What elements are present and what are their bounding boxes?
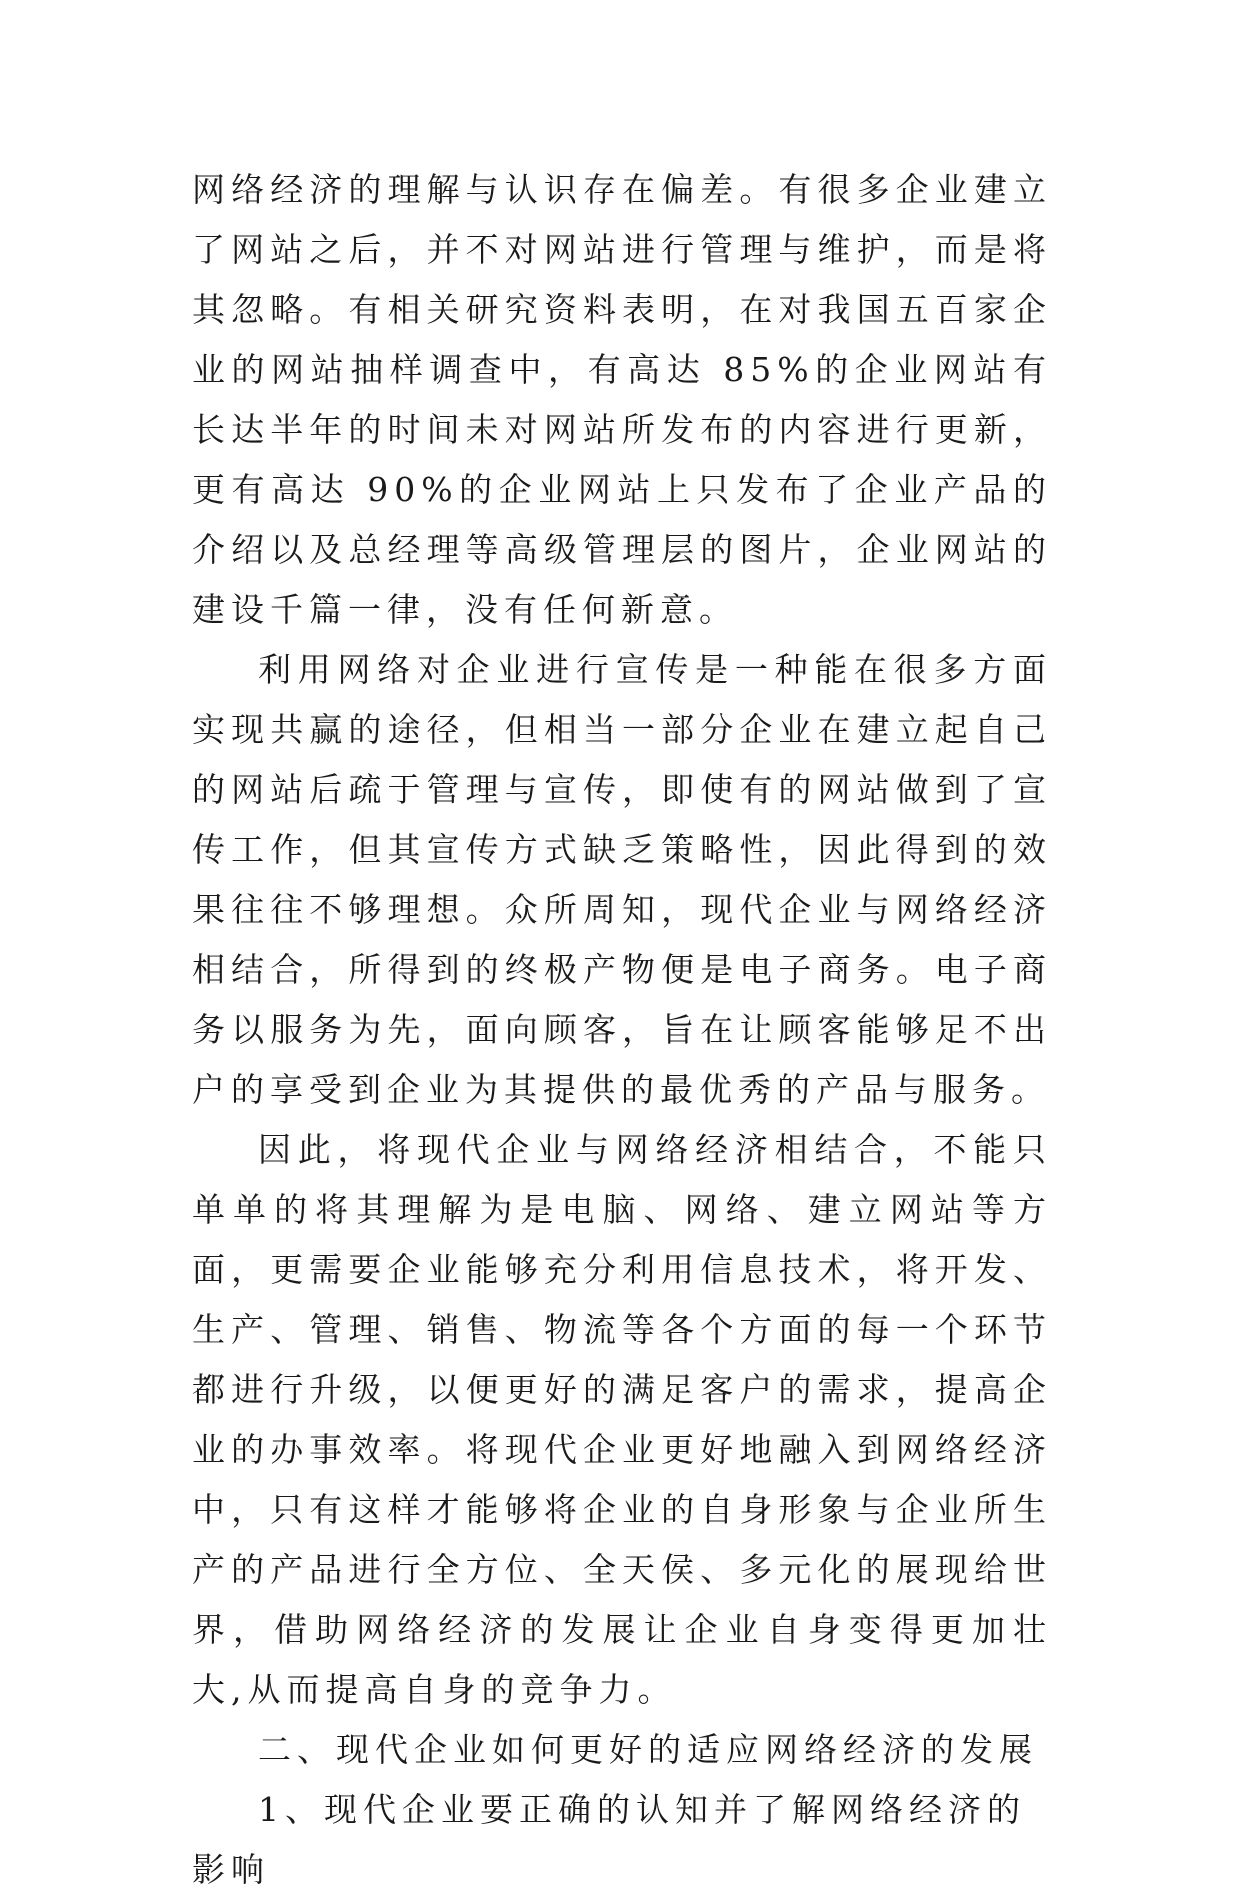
body-paragraph-1: 网络经济的理解与认识存在偏差。有很多企业建立了网站之后，并不对网站进行管理与维护，而是将其忽略。有相关研究资料表明，在对我国五百家企业的网站抽样调查中，有高达 85%的企业网站有长达半年的时间未对网站所发布的内容进行更新，更有高达 90%的企业网站上只发布了企业产品的介绍以及总经理等高级管理层的图片，企业网站的建设千篇一律，没有任何新意。 xyxy=(192,170,1052,629)
body-paragraph-3: 因此，将现代企业与网络经济相结合，不能只单单的将其理解为是电脑、网络、建立网站等方面，更需要企业能够充分利用信息技术，将开发、生产、管理、销售、物流等各个方面的每一个环节都进行升级，以便更好的满足客户的需求，提高企业的办事效率。将现代企业更好地融入到网络经济中，只有这样才能够将企业的自身形象与企业所生产的产品进行全方位、全天侯、多元化的展现给世界，借助网络经济的发展让企业自身变得更加壮大,从而提高自身的竞争力。 xyxy=(192,1130,1052,1709)
subsection-heading: 1、现代企业要正确的认知并了解网络经济的影响 xyxy=(192,1790,1026,1889)
section-heading: 二、现代企业如何更好的适应网络经济的发展 xyxy=(258,1730,1038,1769)
body-paragraph-2: 利用网络对企业进行宣传是一种能在很多方面实现共赢的途径，但相当一部分企业在建立起自己的网站后疏于管理与宣传，即使有的网站做到了宣传工作，但其宣传方式缺乏策略性，因此得到的效果往往不够理想。众所周知，现代企业与网络经济相结合，所得到的终极产物便是电子商务。电子商务以服务为先，面向顾客，旨在让顾客能够足不出户的享受到企业为其提供的最优秀的产品与服务。 xyxy=(192,650,1052,1109)
document-body xyxy=(192,160,1052,1900)
